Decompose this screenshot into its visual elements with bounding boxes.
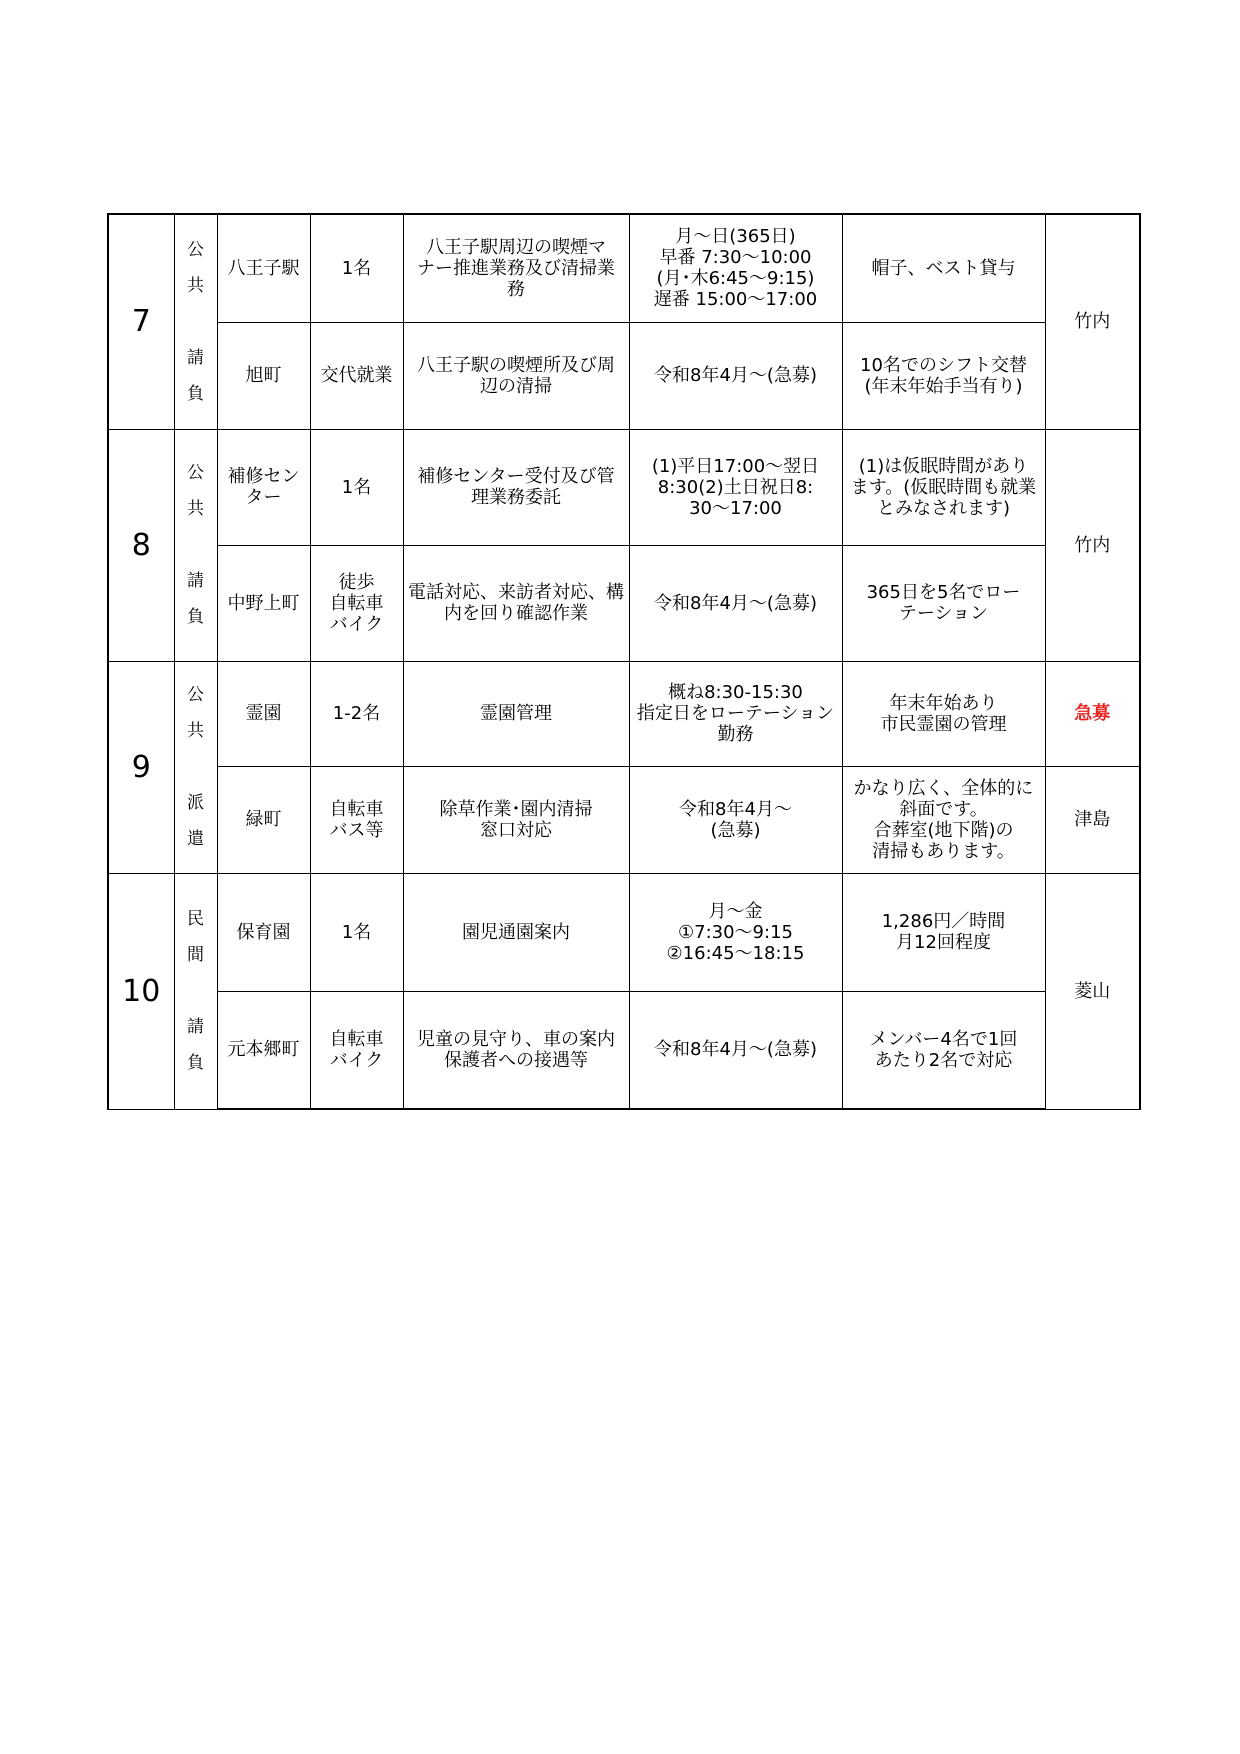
job-work: 補修センター受付及び管 理業務委託 [403,429,629,545]
job-work: 園児通園案内 [403,873,629,991]
table-row [108,766,1140,873]
job-listing-table [107,213,1141,1110]
job-number: 7 [108,214,174,429]
job-mode: 自転車 バイク [310,991,403,1109]
job-detail: 児童の見守り、車の案内 保護者への接遇等 [403,991,629,1109]
job-note: 10名でのシフト交替 (年末年始手当有り) [842,322,1045,429]
job-note: 365日を5名でロー テーション [842,545,1045,661]
job-place: 補修セン ター [217,429,310,545]
staff-name: 竹内 [1045,429,1140,661]
job-note: かなり広く、全体的に 斜面です。 合葬室(地下階)の 清掃もあります。 [842,766,1045,873]
table-row [108,991,1140,1109]
job-note: 年末年始あり 市民霊園の管理 [842,661,1045,766]
job-place: 霊園 [217,661,310,766]
job-number: 9 [108,661,174,873]
job-hours: (1)平日17:00～翌日 8:30(2)土日祝日8: 30～17:00 [629,429,842,545]
job-count: 1名 [310,429,403,545]
staff-name: 菱山 [1045,873,1140,1109]
job-area: 元本郷町 [217,991,310,1109]
job-area: 中野上町 [217,545,310,661]
job-type: 公 共 派 遣 [174,661,217,873]
job-area: 旭町 [217,322,310,429]
job-hours: 月～日(365日) 早番 7:30～10:00 (月･木6:45～9:15) 遅番 15:00～17:00 [629,214,842,322]
job-note: 1,286円／時間 月12回程度 [842,873,1045,991]
urgent-badge: 急募 [1045,661,1140,766]
job-type: 公 共 請 負 [174,214,217,429]
job-mode: 交代就業 [310,322,403,429]
table-row [108,322,1140,429]
job-number: 8 [108,429,174,661]
job-mode: 徒歩 自転車 バイク [310,545,403,661]
job-note: (1)は仮眠時間があり ます。(仮眠時間も就業 とみなされます) [842,429,1045,545]
table-row [108,545,1140,661]
job-start: 令和8年4月～(急募) [629,545,842,661]
job-note: メンバー4名で1回 あたり2名で対応 [842,991,1045,1109]
job-count: 1-2名 [310,661,403,766]
staff-name: 竹内 [1045,214,1140,429]
job-number: 10 [108,873,174,1109]
staff-name: 津島 [1045,766,1140,873]
table-row [108,661,1140,766]
table-row [108,873,1140,991]
table-row [108,214,1140,322]
job-start: 令和8年4月～(急募) [629,322,842,429]
job-start: 令和8年4月～ (急募) [629,766,842,873]
job-type: 民 間 請 負 [174,873,217,1109]
job-place: 八王子駅 [217,214,310,322]
job-note: 帽子、ベスト貸与 [842,214,1045,322]
job-work: 霊園管理 [403,661,629,766]
job-place: 保育園 [217,873,310,991]
job-count: 1名 [310,873,403,991]
job-detail: 除草作業･園内清掃 窓口対応 [403,766,629,873]
job-start: 令和8年4月～(急募) [629,991,842,1109]
job-area: 緑町 [217,766,310,873]
table-row [108,429,1140,545]
job-detail: 八王子駅の喫煙所及び周 辺の清掃 [403,322,629,429]
job-work: 八王子駅周辺の喫煙マ ナー推進業務及び清掃業 務 [403,214,629,322]
job-mode: 自転車 バス等 [310,766,403,873]
job-hours: 概ね8:30-15:30 指定日をローテーション 勤務 [629,661,842,766]
job-hours: 月～金 ①7:30～9:15 ②16:45～18:15 [629,873,842,991]
job-count: 1名 [310,214,403,322]
job-type: 公 共 請 負 [174,429,217,661]
job-detail: 電話対応、来訪者対応、構 内を回り確認作業 [403,545,629,661]
